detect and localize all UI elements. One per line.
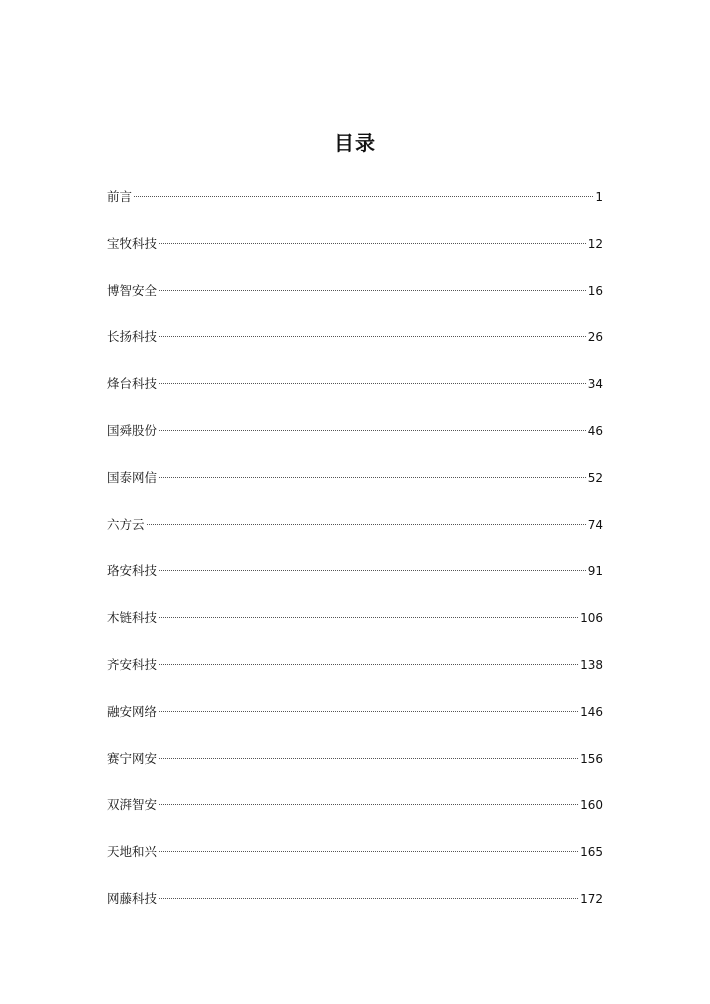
toc-entry-title: 天地和兴 — [107, 844, 158, 860]
toc-entry-page-number: 52 — [587, 470, 603, 485]
toc-entry-page-number: 91 — [587, 564, 603, 579]
toc-entry-title: 双湃智安 — [107, 797, 158, 813]
toc-entry-title: 网藤科技 — [107, 890, 158, 906]
toc-entry-title: 前言 — [107, 189, 133, 204]
dotted-leader — [159, 430, 586, 431]
toc-entry-page-number: 16 — [587, 283, 603, 298]
toc-entry-title: 珞安科技 — [107, 563, 158, 579]
dotted-leader — [159, 851, 578, 852]
dotted-leader — [159, 336, 586, 337]
toc-entry-page-number: 172 — [580, 891, 603, 906]
toc-entry-title: 国泰网信 — [107, 469, 158, 485]
toc-entry[interactable] — [107, 280, 603, 327]
dotted-leader — [159, 617, 578, 618]
toc-entry-page-number: 165 — [580, 845, 603, 860]
toc-entry-title: 齐安科技 — [107, 656, 158, 672]
toc-entry-page-number: 34 — [587, 377, 603, 392]
toc-entry-title: 国舜股份 — [107, 422, 158, 438]
toc-entry[interactable] — [107, 560, 603, 607]
dotted-leader — [159, 243, 586, 244]
toc-entry[interactable] — [107, 514, 603, 561]
toc-entry[interactable] — [107, 748, 603, 795]
toc-entry-title: 宝牧科技 — [107, 235, 158, 251]
toc-entry[interactable] — [107, 420, 603, 467]
dotted-leader — [159, 290, 586, 291]
dotted-leader — [159, 711, 578, 712]
toc-entry-page-number: 1 — [595, 190, 603, 204]
toc-entry-page-number: 160 — [580, 798, 603, 813]
dotted-leader — [159, 804, 578, 805]
toc-entry[interactable] — [107, 186, 603, 233]
toc-entry[interactable] — [107, 467, 603, 514]
toc-entry-page-number: 46 — [587, 423, 603, 438]
toc-entry-title: 木链科技 — [107, 610, 158, 626]
toc-entry-title: 赛宁网安 — [107, 750, 158, 766]
table-of-contents — [107, 186, 603, 935]
toc-entry[interactable] — [107, 233, 603, 280]
toc-entry-title: 融安网络 — [107, 703, 158, 719]
toc-entry[interactable] — [107, 326, 603, 373]
dotted-leader — [147, 524, 586, 525]
toc-entry-title: 博智安全 — [107, 282, 158, 298]
toc-entry-page-number: 156 — [580, 751, 603, 766]
dotted-leader — [159, 758, 578, 759]
toc-entry-title: 六方云 — [107, 516, 145, 532]
dotted-leader — [159, 570, 586, 571]
toc-entry[interactable] — [107, 607, 603, 654]
toc-entry-page-number: 138 — [580, 657, 603, 672]
dotted-leader — [159, 664, 578, 665]
toc-entry-title: 长扬科技 — [107, 329, 158, 345]
toc-entry[interactable] — [107, 373, 603, 420]
toc-entry-page-number: 26 — [587, 330, 603, 345]
toc-entry-title: 烽台科技 — [107, 376, 158, 392]
dotted-leader — [159, 383, 586, 384]
toc-entry-page-number: 12 — [587, 236, 603, 251]
toc-entry[interactable] — [107, 701, 603, 748]
toc-entry-page-number: 106 — [580, 611, 603, 626]
dotted-leader — [159, 898, 578, 899]
toc-entry[interactable] — [107, 841, 603, 888]
toc-entry[interactable] — [107, 888, 603, 935]
dotted-leader — [159, 477, 586, 478]
dotted-leader — [134, 196, 593, 197]
toc-entry-page-number: 146 — [580, 704, 603, 719]
toc-entry-page-number: 74 — [587, 517, 603, 532]
toc-entry[interactable] — [107, 794, 603, 841]
toc-entry[interactable] — [107, 654, 603, 701]
page-title: 目录 — [334, 131, 376, 155]
